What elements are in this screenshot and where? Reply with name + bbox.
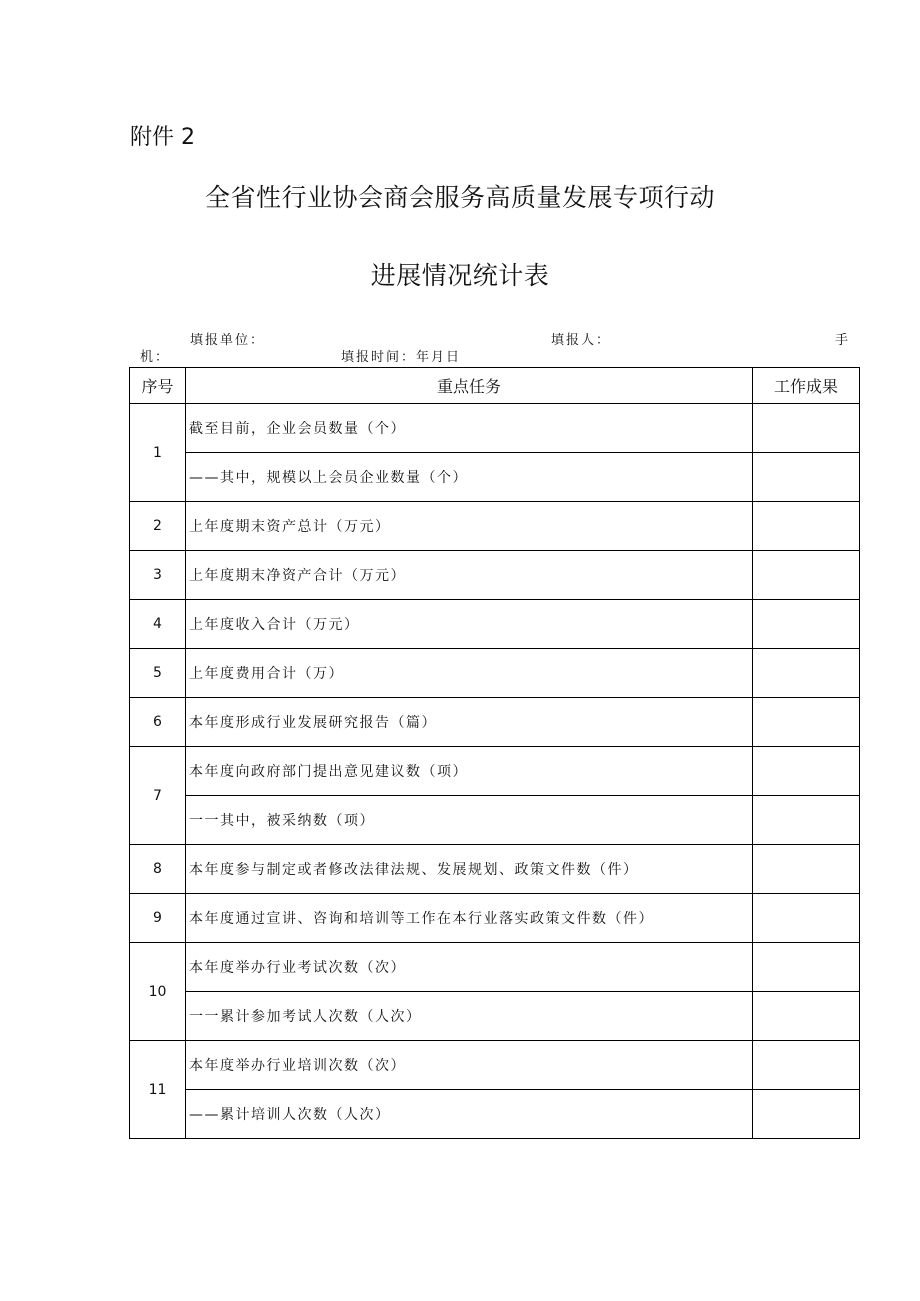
result-input-cell[interactable] bbox=[753, 894, 860, 943]
task-cell: 一一累计参加考试人次数（人次） bbox=[186, 992, 753, 1041]
table-row bbox=[130, 845, 860, 894]
result-input-cell[interactable] bbox=[753, 453, 860, 502]
result-input-cell[interactable] bbox=[753, 404, 860, 453]
task-cell: 截至目前，企业会员数量（个） bbox=[186, 404, 753, 453]
task-cell: 本年度参与制定或者修改法律法规、发展规划、政策文件数（件） bbox=[186, 845, 753, 894]
task-cell: 一一其中，被采纳数（项） bbox=[186, 796, 753, 845]
result-input-cell[interactable] bbox=[753, 502, 860, 551]
result-input-cell[interactable] bbox=[753, 649, 860, 698]
row-number: 9 bbox=[130, 894, 186, 943]
row-number: 4 bbox=[130, 600, 186, 649]
result-input-cell[interactable] bbox=[753, 747, 860, 796]
table-row bbox=[130, 502, 860, 551]
table-row bbox=[130, 600, 860, 649]
task-cell: ——其中，规模以上会员企业数量（个） bbox=[186, 453, 753, 502]
table-row bbox=[130, 404, 860, 453]
task-cell: 本年度向政府部门提出意见建议数（项） bbox=[186, 747, 753, 796]
table-row bbox=[130, 649, 860, 698]
table-row bbox=[130, 551, 860, 600]
table-header-row bbox=[130, 368, 860, 404]
table-row bbox=[130, 1090, 860, 1139]
table-row bbox=[130, 943, 860, 992]
time-field-label: 填报时间：年月日 bbox=[341, 350, 462, 365]
task-cell: 上年度费用合计（万） bbox=[186, 649, 753, 698]
task-cell: 上年度期末资产总计（万元） bbox=[186, 502, 753, 551]
row-number: 6 bbox=[130, 698, 186, 747]
header-number: 序号 bbox=[130, 368, 186, 404]
row-number: 1 bbox=[130, 404, 186, 502]
row-number: 5 bbox=[130, 649, 186, 698]
result-input-cell[interactable] bbox=[753, 551, 860, 600]
result-input-cell[interactable] bbox=[753, 698, 860, 747]
table-row bbox=[130, 747, 860, 796]
task-cell: 本年度举办行业培训次数（次） bbox=[186, 1041, 753, 1090]
result-input-cell[interactable] bbox=[753, 1041, 860, 1090]
result-input-cell[interactable] bbox=[753, 845, 860, 894]
table-row bbox=[130, 1041, 860, 1090]
table-row bbox=[130, 992, 860, 1041]
table-row bbox=[130, 894, 860, 943]
row-number: 2 bbox=[130, 502, 186, 551]
result-input-cell[interactable] bbox=[753, 600, 860, 649]
table-row bbox=[130, 453, 860, 502]
phone-field-label-part2: 机： bbox=[140, 350, 171, 365]
person-field-label: 填报人： bbox=[551, 333, 612, 348]
row-number: 8 bbox=[130, 845, 186, 894]
phone-field-label-part1: 手 bbox=[835, 333, 851, 348]
row-number: 10 bbox=[130, 943, 186, 1041]
unit-field-label: 填报单位： bbox=[190, 333, 266, 348]
table-row bbox=[130, 796, 860, 845]
result-input-cell[interactable] bbox=[753, 1090, 860, 1139]
title-line-1: 全省性行业协会商会服务高质量发展专项行动 bbox=[204, 183, 715, 212]
task-cell: 上年度收入合计（万元） bbox=[186, 600, 753, 649]
attachment-label: 附件 2 bbox=[130, 125, 195, 150]
task-cell: 上年度期末净资产合计（万元） bbox=[186, 551, 753, 600]
task-cell: 本年度形成行业发展研究报告（篇） bbox=[186, 698, 753, 747]
row-number: 7 bbox=[130, 747, 186, 845]
header-task: 重点任务 bbox=[186, 368, 753, 404]
task-cell: 本年度通过宣讲、咨询和培训等工作在本行业落实政策文件数（件） bbox=[186, 894, 753, 943]
title-line-2: 进展情况统计表 bbox=[370, 261, 550, 290]
result-input-cell[interactable] bbox=[753, 992, 860, 1041]
result-input-cell[interactable] bbox=[753, 943, 860, 992]
task-cell: ——累计培训人次数（人次） bbox=[186, 1090, 753, 1139]
table-row bbox=[130, 698, 860, 747]
row-number: 3 bbox=[130, 551, 186, 600]
result-input-cell[interactable] bbox=[753, 796, 860, 845]
task-cell: 本年度举办行业考试次数（次） bbox=[186, 943, 753, 992]
row-number: 11 bbox=[130, 1041, 186, 1139]
header-result: 工作成果 bbox=[753, 368, 860, 404]
statistics-table bbox=[129, 367, 860, 1139]
